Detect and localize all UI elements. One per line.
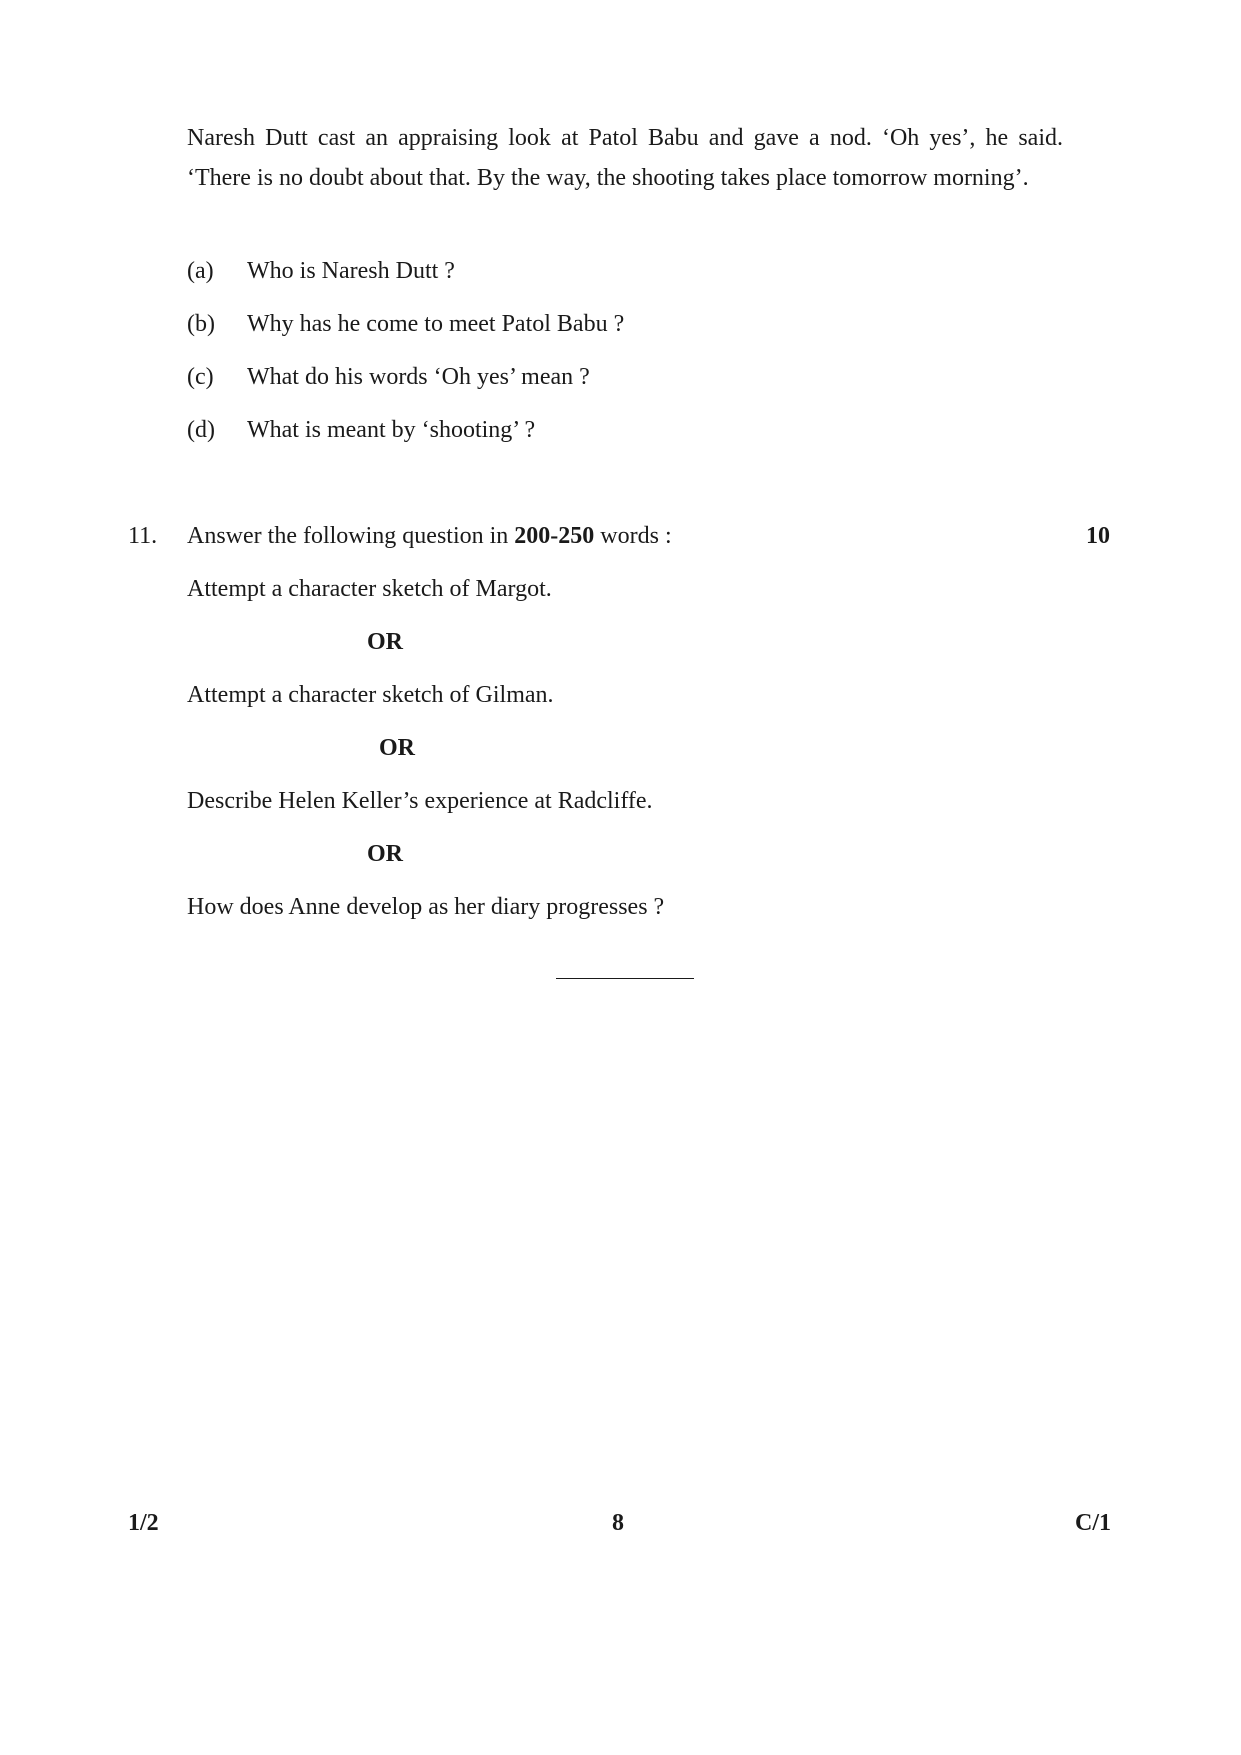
question-marks: 10 [1086,523,1110,549]
option-margot: Attempt a character sketch of Margot. [187,576,552,602]
footer-page-number: 8 [612,1510,624,1536]
question-text-before: Answer the following question in [187,523,515,549]
sub-question-text: Who is Naresh Dutt ? [247,258,455,284]
question-number: 11. [128,523,158,549]
question-text-after: words : [594,523,672,549]
sub-question-text: Why has he come to meet Patol Babu ? [247,311,625,337]
passage-text: Naresh Dutt cast an appraising look at Patol Babu and gave a nod. ‘Oh yes’, he said. ‘There is no doubt about that. By the way, the shooting takes place tomorrow morning’. [187,125,1063,191]
footer-left: 1/2 [128,1510,159,1536]
or-separator: OR [379,735,415,761]
sub-question-label: (b) [187,311,215,337]
sub-question-text: What do his words ‘Oh yes’ mean ? [247,364,590,390]
word-limit: 200-250 [514,523,595,549]
question-prompt [187,520,672,552]
sub-question-label: (d) [187,417,215,443]
option-gilman: Attempt a character sketch of Gilman. [187,682,554,708]
end-of-paper-rule [556,978,694,979]
option-anne-diary: How does Anne develop as her diary progresses ? [187,894,665,920]
option-helen-keller: Describe Helen Keller’s experience at Radcliffe. [187,788,653,814]
or-separator: OR [367,629,403,655]
sub-question-label: (a) [187,258,214,284]
footer-right: C/1 [1075,1510,1111,1536]
sub-question-label: (c) [187,364,214,390]
sub-question-text: What is meant by ‘shooting’ ? [247,417,536,443]
or-separator: OR [367,841,403,867]
